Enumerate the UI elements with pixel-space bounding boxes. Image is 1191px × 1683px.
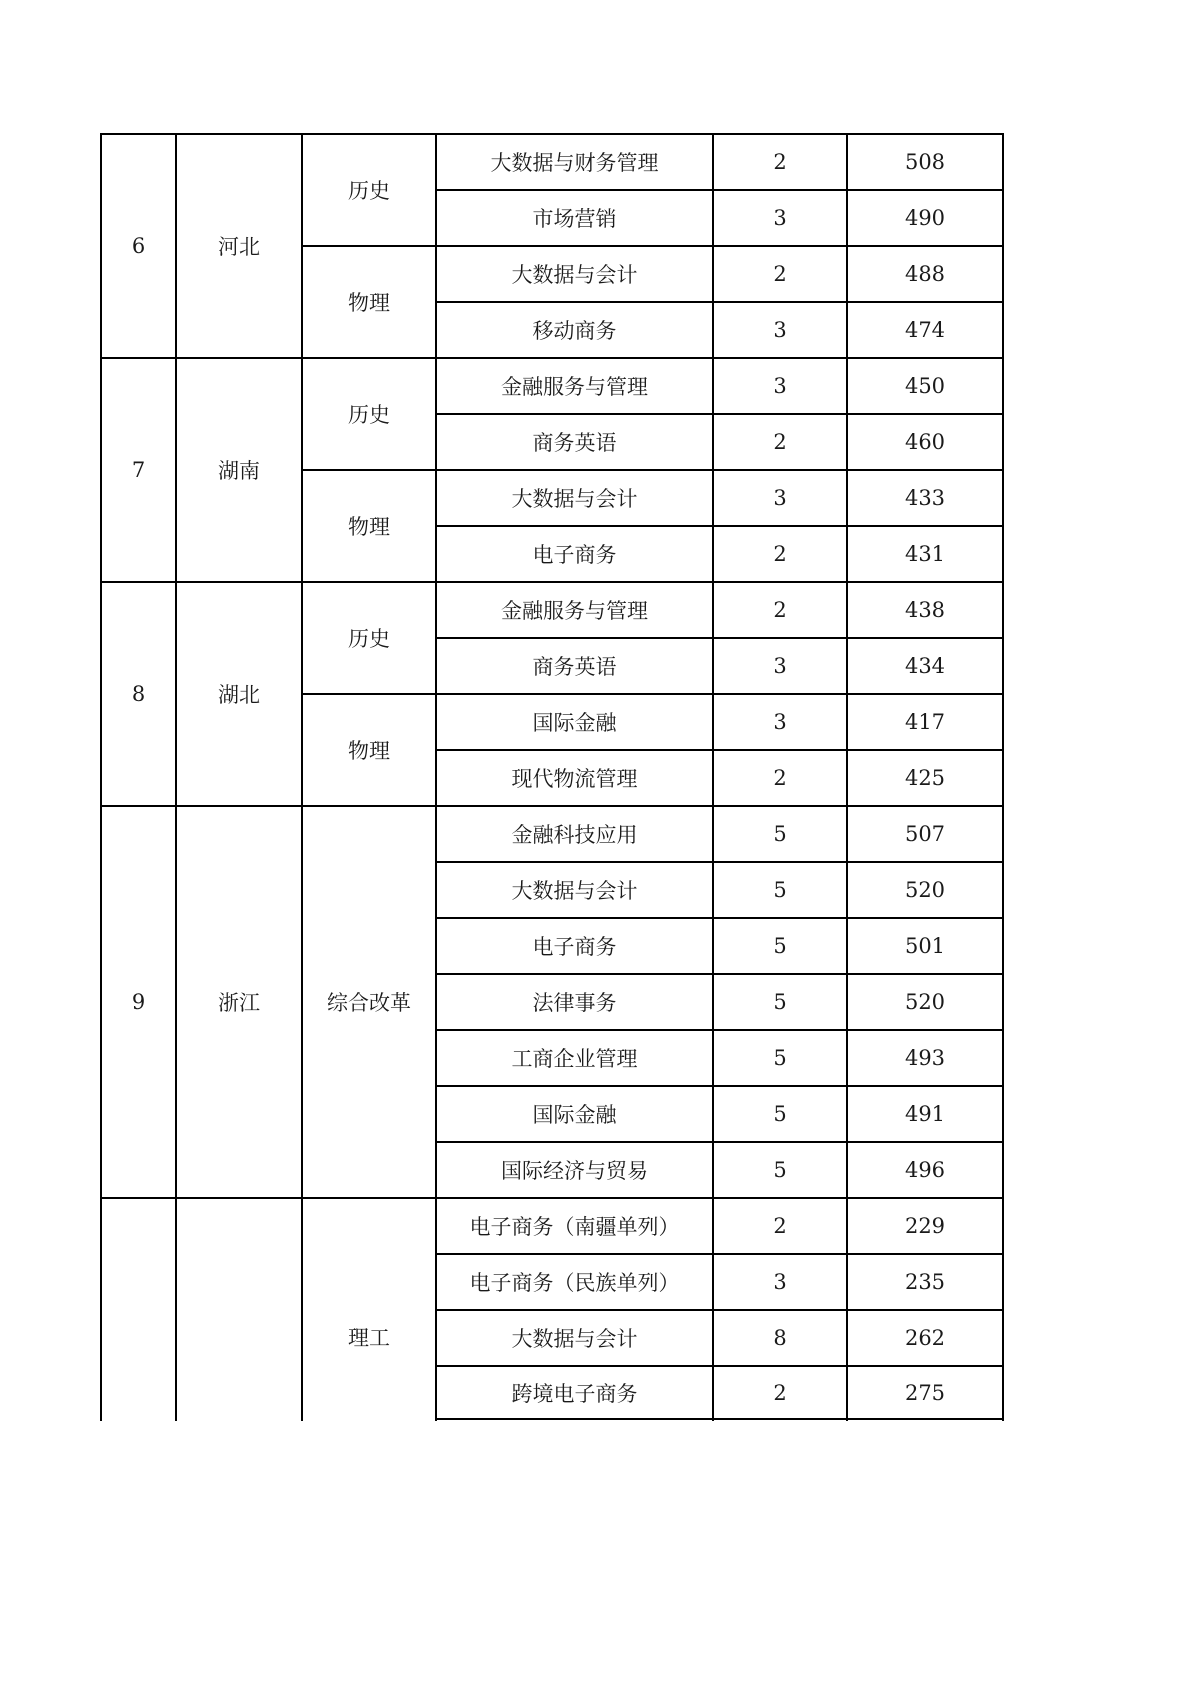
major-cell: 金融服务与管理 <box>501 375 648 399</box>
plan-cell: 3 <box>773 486 787 510</box>
major-cell: 大数据与会计 <box>511 879 638 903</box>
score-cell: 460 <box>904 430 946 454</box>
plan-cell: 2 <box>773 1380 787 1405</box>
major-cell: 商务英语 <box>532 431 617 455</box>
plan-cell: 3 <box>773 318 787 342</box>
score-cell: 431 <box>904 542 946 566</box>
major-cell: 移动商务 <box>532 319 617 343</box>
major-cell: 国际金融 <box>532 711 617 735</box>
subject-cell: 物理 <box>348 291 390 315</box>
plan-cell: 3 <box>773 654 787 678</box>
province-cell: 浙江 <box>218 991 260 1015</box>
major-cell: 国际经济与贸易 <box>501 1159 648 1183</box>
plan-cell: 2 <box>773 598 787 622</box>
plan-cell: 3 <box>773 710 787 734</box>
score-cell: 275 <box>904 1380 946 1405</box>
plan-cell: 5 <box>773 1102 787 1126</box>
plan-cell: 5 <box>773 878 787 902</box>
major-cell: 电子商务（民族单列） <box>469 1271 680 1295</box>
province-cell <box>176 1198 302 1420</box>
score-cell: 520 <box>904 878 946 902</box>
row-number: 6 <box>131 234 146 258</box>
subject-cell: 物理 <box>348 515 390 539</box>
plan-cell: 3 <box>773 374 787 398</box>
plan-cell: 5 <box>773 822 787 846</box>
plan-cell: 3 <box>773 206 787 230</box>
province-cell: 河北 <box>218 235 260 259</box>
plan-cell: 2 <box>773 1214 787 1238</box>
score-cell: 520 <box>904 990 946 1014</box>
score-cell: 496 <box>904 1158 946 1182</box>
score-cell: 235 <box>904 1270 946 1294</box>
score-cell: 450 <box>904 374 946 398</box>
score-cell: 438 <box>904 598 946 622</box>
score-cell: 474 <box>904 318 946 342</box>
major-cell: 工商企业管理 <box>511 1047 638 1071</box>
major-cell: 大数据与会计 <box>511 487 638 511</box>
subject-cell: 物理 <box>348 739 390 763</box>
subject-cell: 理工 <box>348 1326 390 1350</box>
major-cell: 大数据与会计 <box>511 263 638 287</box>
score-cell: 229 <box>904 1214 946 1238</box>
row-number <box>101 1198 176 1420</box>
major-cell: 电子商务（南疆单列） <box>469 1215 680 1239</box>
province-cell: 湖南 <box>218 459 260 483</box>
score-cell: 490 <box>904 206 946 230</box>
plan-cell: 8 <box>773 1326 787 1350</box>
score-cell: 501 <box>904 934 946 958</box>
plan-cell: 2 <box>773 430 787 454</box>
plan-cell: 5 <box>773 1158 787 1182</box>
major-cell: 跨境电子商务 <box>511 1381 638 1406</box>
plan-cell: 3 <box>773 1270 787 1294</box>
major-cell: 电子商务 <box>532 543 617 567</box>
row-number: 7 <box>131 458 146 482</box>
score-cell: 507 <box>904 822 946 846</box>
plan-cell: 2 <box>773 150 787 174</box>
row-number: 8 <box>131 682 146 706</box>
major-cell: 金融服务与管理 <box>501 599 648 623</box>
major-cell: 商务英语 <box>532 655 617 679</box>
plan-cell: 5 <box>773 990 787 1014</box>
subject-cell: 历史 <box>348 403 390 427</box>
major-cell: 国际金融 <box>532 1103 617 1127</box>
score-cell: 417 <box>904 710 946 734</box>
score-cell: 262 <box>904 1326 946 1350</box>
plan-cell: 2 <box>773 262 787 286</box>
subject-cell: 历史 <box>348 179 390 203</box>
plan-cell: 2 <box>773 542 787 566</box>
score-cell: 491 <box>904 1102 946 1126</box>
score-cell: 488 <box>904 262 946 286</box>
score-cell: 493 <box>904 1046 946 1070</box>
score-cell: 433 <box>904 486 946 510</box>
major-cell: 大数据与会计 <box>511 1327 638 1351</box>
subject-cell: 历史 <box>348 627 390 651</box>
row-number: 9 <box>131 990 146 1014</box>
plan-cell: 5 <box>773 934 787 958</box>
province-cell: 湖北 <box>218 683 260 707</box>
plan-cell: 5 <box>773 1046 787 1070</box>
score-cell: 434 <box>904 654 946 678</box>
major-cell: 法律事务 <box>532 991 617 1015</box>
score-cell: 425 <box>904 766 946 790</box>
major-cell: 现代物流管理 <box>511 767 638 791</box>
score-cell: 508 <box>904 150 946 174</box>
plan-cell: 2 <box>773 766 787 790</box>
major-cell: 金融科技应用 <box>511 823 638 847</box>
major-cell: 市场营销 <box>532 207 617 231</box>
subject-cell: 综合改革 <box>327 991 411 1015</box>
major-cell: 大数据与财务管理 <box>490 151 659 175</box>
major-cell: 电子商务 <box>532 935 617 959</box>
